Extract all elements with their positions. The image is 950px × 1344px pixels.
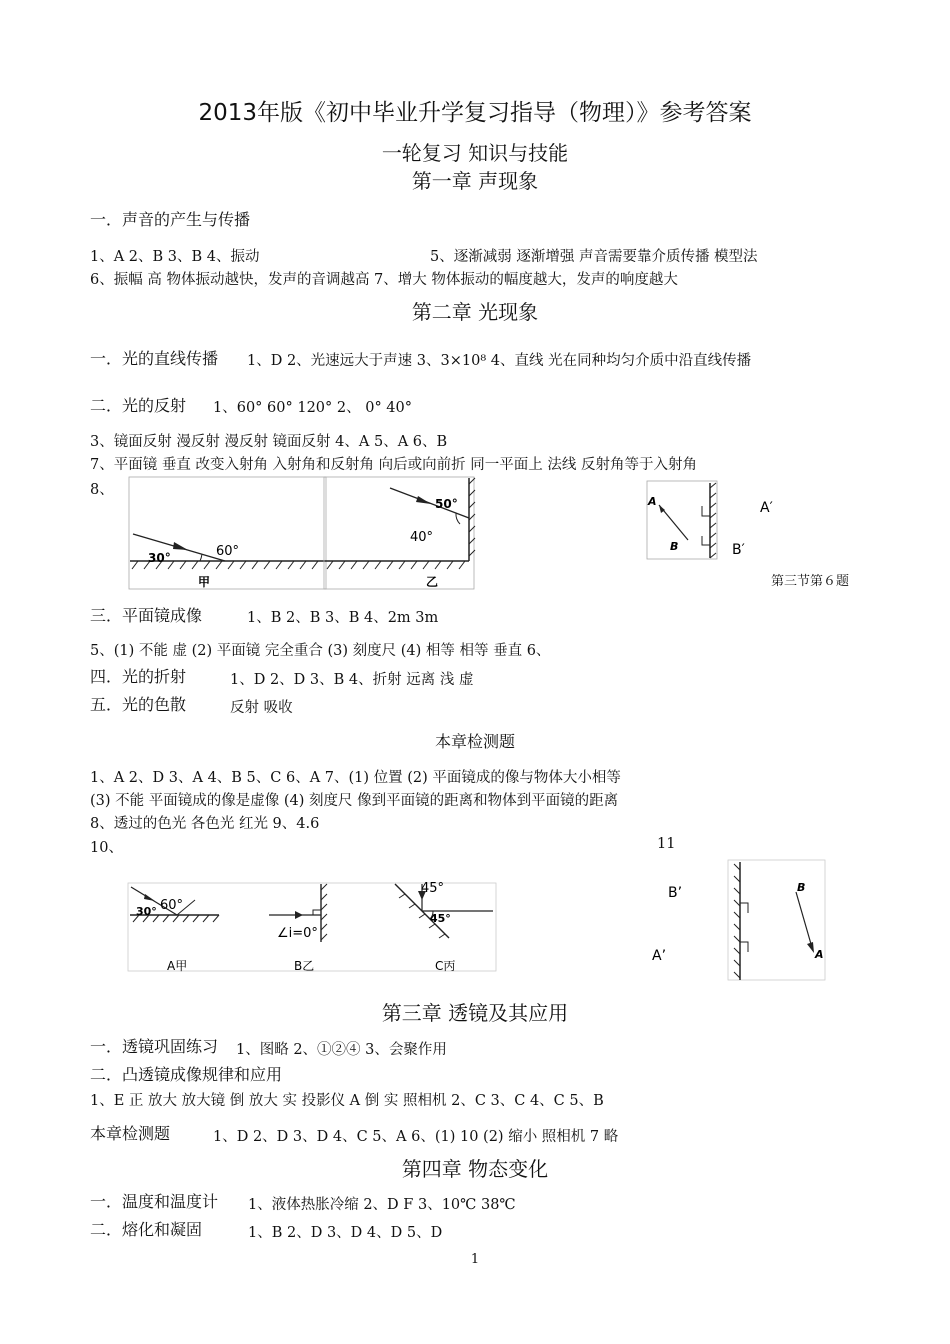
ch3-section1-heading: 一．透镜巩固练习 [90,1037,219,1056]
label-A: A [815,948,824,961]
label-A-prime: A’ [652,948,667,964]
ch2-test-answers-1-7: 1、A 2、D 3、A 4、B 5、C 6、A 7、(1) 位置 (2) 平面镜成的像与物体大小相等 [90,770,621,786]
caption-C-bing: C丙 [435,959,456,973]
ch2-section3-heading: 三．平面镜成像 [90,606,203,625]
ch3-section1-answers: 1、图略 2、①②④ 3、会聚作用 [236,1042,447,1058]
label-B: B [670,540,679,553]
ch2-section1-answers: 1、D 2、光速远大于声速 3、3×10⁸ 4、直线 光在同种均匀介质中沿直线传播 [247,353,752,369]
caption-A-jia: A甲 [167,959,188,973]
label-B-prime: B’ [668,885,683,901]
caption-yi: 乙 [426,575,439,589]
ch3-section2-heading: 二．凸透镜成像规律和应用 [90,1065,283,1084]
ch4-section2-answers: 1、B 2、D 3、D 4、D 5、D [248,1225,443,1241]
ch2-answer-7: 7、平面镜 垂直 改变入射角 入射角和反射角 向后或向前折 同一平面上 法线 反射角等于入射角 [90,457,697,473]
figure-q10 [127,882,499,974]
chapter1-title: 第一章 声现象 [411,169,539,193]
page-number: 1 [470,1252,480,1267]
ch2-test-heading: 本章检测题 [434,732,515,751]
ch3-section2-answers: 1、E 正 放大 放大镜 倒 放大 实 投影仪 A 倒 实 照相机 2、C 3、C 4、C 5、B [90,1093,604,1109]
figure-yi [323,476,475,591]
figure-caption-section3-q6: 第三节第６题 [771,574,850,589]
ch2-question-8-label: 8、 [90,482,114,498]
ch4-section1-answers: 1、液体热胀冷缩 2、D F 3、10℃ 38℃ [248,1197,516,1213]
caption-B-yi: B乙 [294,959,315,973]
ch2-section2-answers: 1、60° 60° 120° 2、 0° 40° [213,400,412,416]
label-B-prime: B′ [732,542,745,558]
ch2-section2-heading: 二．光的反射 [90,396,187,415]
ch2-section4-answers: 1、D 2、D 3、B 4、折射 远离 浅 虚 [230,672,474,688]
label-B: B [797,881,806,894]
angle-50: 50° [435,497,458,511]
ch3-test-heading: 本章检测题 [90,1124,171,1143]
page-title: 2013年版《初中毕业升学复习指导（物理）》参考答案 [198,100,752,126]
ch4-section1-heading: 一．温度和温度计 [90,1192,219,1211]
figure-mirror-image [646,480,781,562]
angle-40: 40° [410,530,434,545]
caption-jia: 甲 [198,575,211,589]
label-A: A [648,495,657,508]
angle-60: 60° [160,898,184,913]
chapter4-title: 第四章 物态变化 [401,1157,549,1181]
ch2-section5-heading: 五．光的色散 [90,695,187,714]
ch4-section2-heading: 二．熔化和凝固 [90,1220,203,1239]
angle-30: 30° [136,905,157,918]
ch2-section4-heading: 四．光的折射 [90,667,187,686]
subtitle: 一轮复习 知识与技能 [381,141,569,165]
ch2-answers-3-6: 3、镜面反射 漫反射 漫反射 镜面反射 4、A 5、A 6、B [90,434,448,450]
ch2-test-answer-7-cont: (3) 不能 平面镜成的像是虚像 (4) 刻度尺 像到平面镜的距离和物体到平面镜的距离 [90,793,619,809]
ch1-answer-5: 5、逐渐减弱 逐渐增强 声音需要靠介质传播 模型法 [430,249,758,265]
ch1-section1-heading: 一．声音的产生与传播 [90,210,251,229]
ch2-section3-answers: 1、B 2、B 3、B 4、2m 3m [247,610,439,626]
figure-q11 [650,858,830,982]
ch2-test-answers-8-9: 8、透过的色光 各色光 红光 9、4.6 [90,816,320,832]
angle-45-bottom: 45° [430,912,451,925]
ch2-answers-5-6: 5、(1) 不能 虚 (2) 平面镜 完全重合 (3) 刻度尺 (4) 相等 相等 垂直 6、 [90,643,551,659]
chapter2-title: 第二章 光现象 [411,300,539,324]
ch2-section5-answers: 反射 吸收 [230,700,293,716]
figure-jia [128,476,328,591]
ch1-answers-1-4: 1、A 2、B 3、B 4、振动 [90,249,260,265]
angle-60: 60° [216,544,240,559]
ch2-question-10-label: 10、 [90,840,123,856]
angle-30: 30° [148,551,171,565]
ch3-test-answers: 1、D 2、D 3、D 4、C 5、A 6、(1) 10 (2) 缩小 照相机 7 略 [213,1129,619,1145]
angle-45-top: 45° [421,881,445,896]
label-A-prime: A′ [760,500,773,516]
ch2-section1-heading: 一．光的直线传播 [90,349,219,368]
angle-i-zero: ∠i=0° [277,926,318,941]
chapter3-title: 第三章 透镜及其应用 [381,1001,569,1025]
ch2-question-11-label: 11 [657,836,676,852]
ch1-answers-6-7: 6、振幅 高 物体振动越快，发声的音调越高 7、增大 物体振动的幅度越大，发声的响度越大 [90,272,678,288]
